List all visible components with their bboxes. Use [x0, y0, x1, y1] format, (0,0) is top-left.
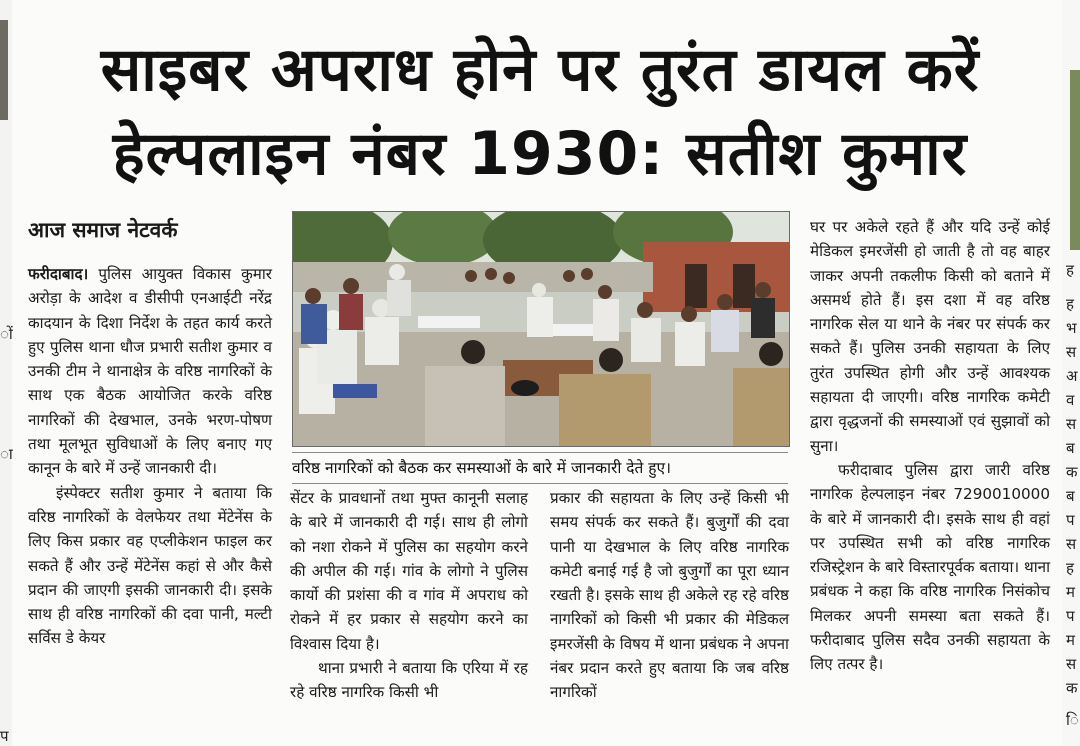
left-edge-photo-fragment [0, 20, 8, 120]
photo-caption: वरिष्ठ नागरिकों को बैठक कर समस्याओं के बारे में जानकारी देते हुए। [292, 452, 788, 484]
article-paragraph: इंस्पेक्टर सतीश कुमार ने बताया कि वरिष्ठ नागरिकों के वेलफेयर तथा मेंटेनेंस के लिए किस प्रकार वह एप्लीकेशन फाइल कर सकते हैं और उन्हें मेंटेनेंस कहां से और कैसे प्रदान की जाएगी इसकी जानकारी दी। इसके साथ ही वरिष्ठ नागरिकों की दवा पानी, मल्टी सर्विस डे केयर [28, 483, 272, 648]
right-edge-glyph: स [1066, 343, 1077, 361]
headline-line-1: साइबर अपराध होने पर तुरंत डायल करें [100, 35, 980, 105]
right-edge-glyph: स [1066, 415, 1077, 433]
right-edge-glyph: स [1066, 535, 1077, 553]
meeting-photo [292, 211, 790, 447]
left-edge-glyph: ा [0, 445, 13, 463]
right-edge-glyph: प [1066, 607, 1075, 625]
right-edge-glyph: ह [1066, 559, 1074, 577]
article-paragraph [28, 262, 272, 481]
article-column-1 [28, 262, 272, 651]
right-edge-glyph: ह [1066, 295, 1074, 313]
byline: आज समाज नेटवर्क [28, 218, 178, 242]
right-edge-glyph: व [1066, 391, 1075, 409]
right-edge-photo-fragment [1070, 70, 1080, 250]
article-paragraph: प्रकार की सहायता के लिए उन्हें किसी भी समय संपर्क कर सकते हैं। बुजुर्गों की दवा पानी या देखभाल के लिए वरिष्ठ नागरिक कमेटी बनाई गई है जो बुजुर्गों का पूरा ध्यान रखती है। इसके साथ ही अकेले रह रहे वरिष्ठ नागरिकों को किसी भी प्रकार की मेडिकल इमरजेंसी के विषय में थाना प्रबंधक ने अपना नंबर प्रदान करते हुए बताया कि जब वरिष्ठ नागरिकों [550, 489, 789, 702]
headline-line-2: हेल्पलाइन नंबर 1930: सतीश कुमार [112, 119, 968, 189]
right-edge-glyph: ब [1066, 487, 1075, 505]
right-edge-glyph: म [1066, 631, 1075, 649]
dateline: फरीदाबाद। [28, 265, 89, 283]
left-edge-glyph: ों [0, 325, 13, 343]
right-edge-glyph: ब [1066, 439, 1075, 457]
right-edge-glyph: भ [1066, 319, 1077, 337]
right-edge-glyph: प [1066, 511, 1075, 529]
right-edge-glyph: म [1066, 583, 1075, 601]
article-paragraph: सेंटर के प्रावधानों तथा मुफ्त कानूनी सलाह के बारे में जानकारी दी गई। साथ ही लोगो को नशा रोकने में पुलिस का सहयोग करने की अपील की गई। गांव के लोगो ने पुलिस कार्यो की प्रशंसा की व गांव में अपराध को रोकने में हर प्रकार से सहयोग करने का विश्वास दिया है। [290, 489, 528, 653]
article-column-2 [290, 486, 528, 705]
left-edge-glyph: प [0, 727, 9, 745]
right-edge-glyph: क [1066, 679, 1078, 697]
meeting-photo-illustration [293, 212, 789, 446]
article-paragraph: फरीदाबाद पुलिस द्वारा जारी वरिष्ठ नागरिक हेल्पलाइन नंबर 7290010000 के बारे में जानकारी दी। इसके साथ ही वहां पर उपस्थित सभी को वरिष्ठ नागरिक रजिस्ट्रेशन के बारे विस्तारपूर्वक बताया। थाना प्रबंधक ने कहा कि वरिष्ठ नागरिक निसंकोच मिलकर अपनी समस्या बता सकते हैं। फरीदाबाद पुलिस सदैव उनकी सहायता के लिए तत्पर है। [810, 460, 1050, 674]
right-edge-glyph: क [1066, 463, 1078, 481]
paragraph-text: पुलिस आयुक्त विकास कुमार अरोड़ा के आदेश व डीसीपी एनआईटी नरेंद्र कादयान के दिशा निर्देश के तहत कार्य करते हुए पुलिस थाना धौज प्रभारी सतीश कुमार व उनकी टीम ने थानाक्षेत्र के वरिष्ठ नागरिकों के साथ एक बैठक आयोजित करके वरिष्ठ नागरिकों की देखभाल, उनके भरण-पोषण तथा मूलभूत सुविधाओं के लिए बनाए गए कानून के बारे में उन्हें जानकारी दी। [28, 265, 273, 478]
right-edge-glyph: ि [1066, 711, 1079, 729]
left-page-edge [0, 0, 12, 746]
right-edge-glyph: ह [1066, 261, 1074, 279]
right-edge-glyph: स [1066, 655, 1077, 673]
article-column-3 [550, 486, 789, 705]
article-paragraph: घर पर अकेले रहते हैं और यदि उन्हें कोई मेडिकल इमरजेंसी हो जाती है तो वह बाहर जाकर अपनी तकलीफ किसी को बताने में असमर्थ होते हैं। इस दशा में वह वरिष्ठ नागरिक सेल या थाने के नंबर पर संपर्क कर सकते हैं। पुलिस उनकी सहायता के लिए तुरंत उपस्थित होगी और उन्हें आवश्यक सहायता दी जाएगी। वरिष्ठ नागरिक कमेटी द्वारा वृद्धजनों की समस्याओं एवं सुझावों को सुना। [810, 218, 1050, 455]
article-column-4 [810, 215, 1050, 677]
article-paragraph: थाना प्रभारी ने बताया कि एरिया में रह रहे वरिष्ठ नागरिक किसी भी [290, 659, 528, 702]
right-page-edge [1062, 0, 1080, 746]
right-edge-glyph: अ [1066, 367, 1078, 385]
